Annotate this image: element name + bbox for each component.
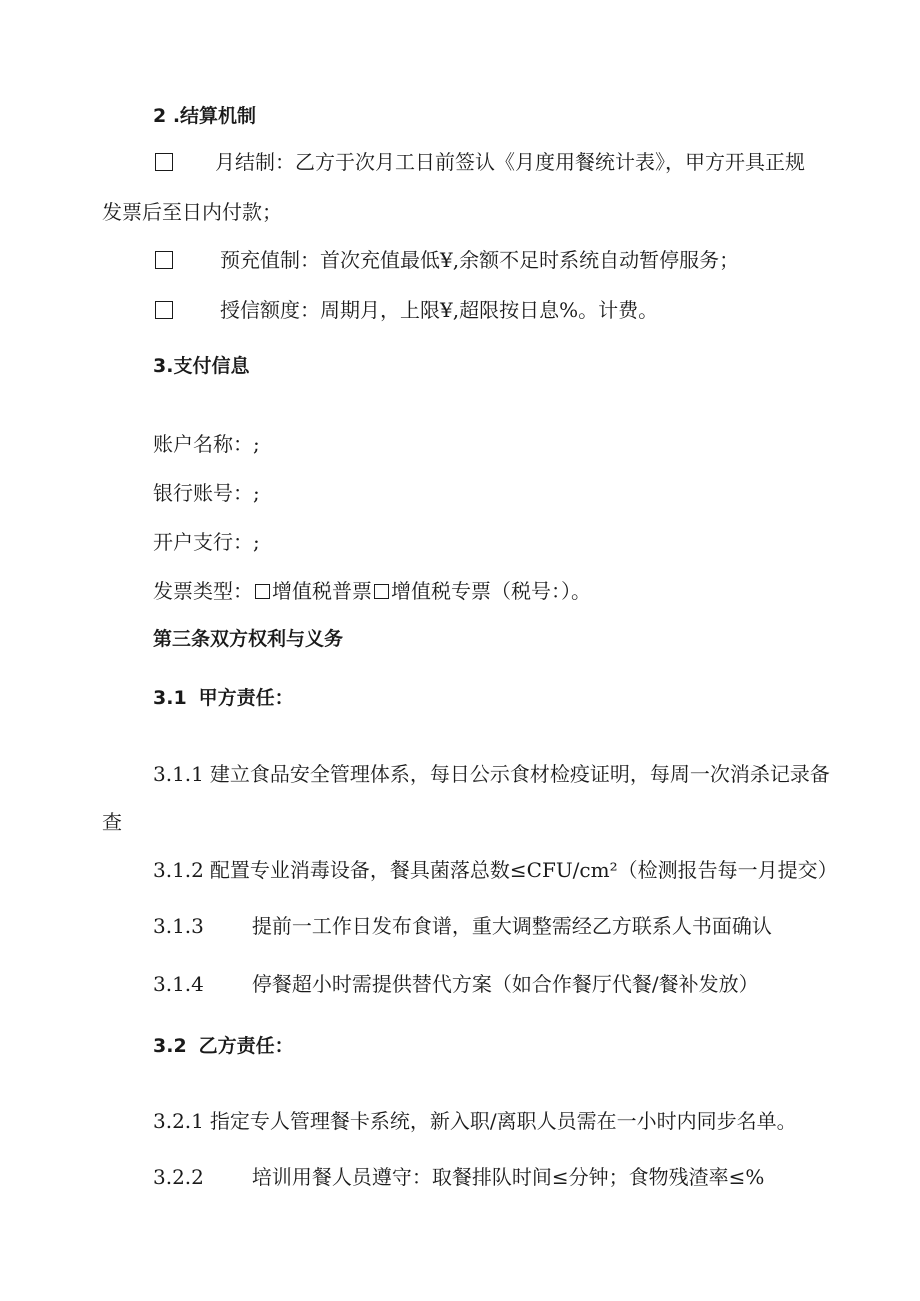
clause-3-1-4 [153,970,759,998]
clause-text: 停餐超小时需提供替代方案（如合作餐厅代餐/餐补发放） [251,972,759,996]
option-prepaid-text: 预充值制：首次充值最低¥,余额不足时系统自动暂停服务； [220,248,740,272]
party-a-heading-text: 甲方责任： [198,687,294,709]
clause-3-2-2 [153,1163,764,1191]
field-account-name: 账户名称：; [153,432,260,456]
checkbox-credit[interactable] [155,301,173,319]
section-heading-payment: 3.支付信息 [153,355,250,377]
clause-num: 3.1.4 [153,972,204,996]
clause-3-1-3 [153,912,772,940]
field-bank-account: 银行账号：; [153,481,260,505]
option-credit-text: 授信额度：周期月，上限¥,超限按日息%。计费。 [220,298,659,322]
option-monthly-cont: 发票后至日内付款； [102,200,282,224]
clause-text: 指定专人管理餐卡系统，新入职/离职人员需在一小时内同步名单。 [209,1109,797,1133]
invoice-option-normal: 增值税普票 [272,579,372,603]
checkbox-invoice-special[interactable] [374,584,389,599]
clause-text: 配置专业消毒设备，餐具菌落总数≤CFU/cm²（检测报告每一月提交） [209,858,838,882]
invoice-option-special: 增值税专票（税号：）。 [391,579,591,603]
field-bank-branch: 开户支行：; [153,530,260,554]
article-heading: 第三条双方权利与义务 [153,628,344,650]
party-a-heading-num: 3.1 [153,687,187,709]
option-monthly [155,148,805,176]
party-b-heading-text: 乙方责任： [198,1035,294,1057]
clause-text: 建立食品安全管理体系，每日公示食材检疫证明，每周一次消杀记录备 [209,762,830,786]
clause-3-1-1 [153,760,830,788]
checkbox-prepaid[interactable] [155,251,173,269]
party-a-heading [153,684,294,712]
checkbox-monthly[interactable] [155,153,173,171]
party-b-heading-num: 3.2 [153,1035,187,1057]
clause-text: 培训用餐人员遵守：取餐排队时间≤分钟；食物残渣率≤% [251,1165,765,1189]
clause-num: 3.1.1 [153,762,204,786]
clause-3-2-1 [153,1107,797,1135]
section-heading-settlement: 2 .结算机制 [153,105,257,127]
option-credit [155,296,658,324]
option-prepaid [155,246,739,274]
invoice-type-label: 发票类型： [153,579,253,603]
clause-num: 3.2.2 [153,1165,204,1189]
checkbox-invoice-normal[interactable] [255,584,270,599]
field-invoice-type [153,577,591,605]
clause-num: 3.1.2 [153,858,204,882]
clause-num: 3.2.1 [153,1109,204,1133]
option-monthly-text: 月结制：乙方于次月工日前签认《月度用餐统计表》，甲方开具正规 [215,150,805,174]
party-b-heading [153,1032,294,1060]
clause-3-1-1-cont: 查 [102,810,122,834]
clause-text: 提前一工作日发布食谱，重大调整需经乙方联系人书面确认 [251,914,772,938]
clause-3-1-2 [153,856,838,884]
clause-num: 3.1.3 [153,914,204,938]
